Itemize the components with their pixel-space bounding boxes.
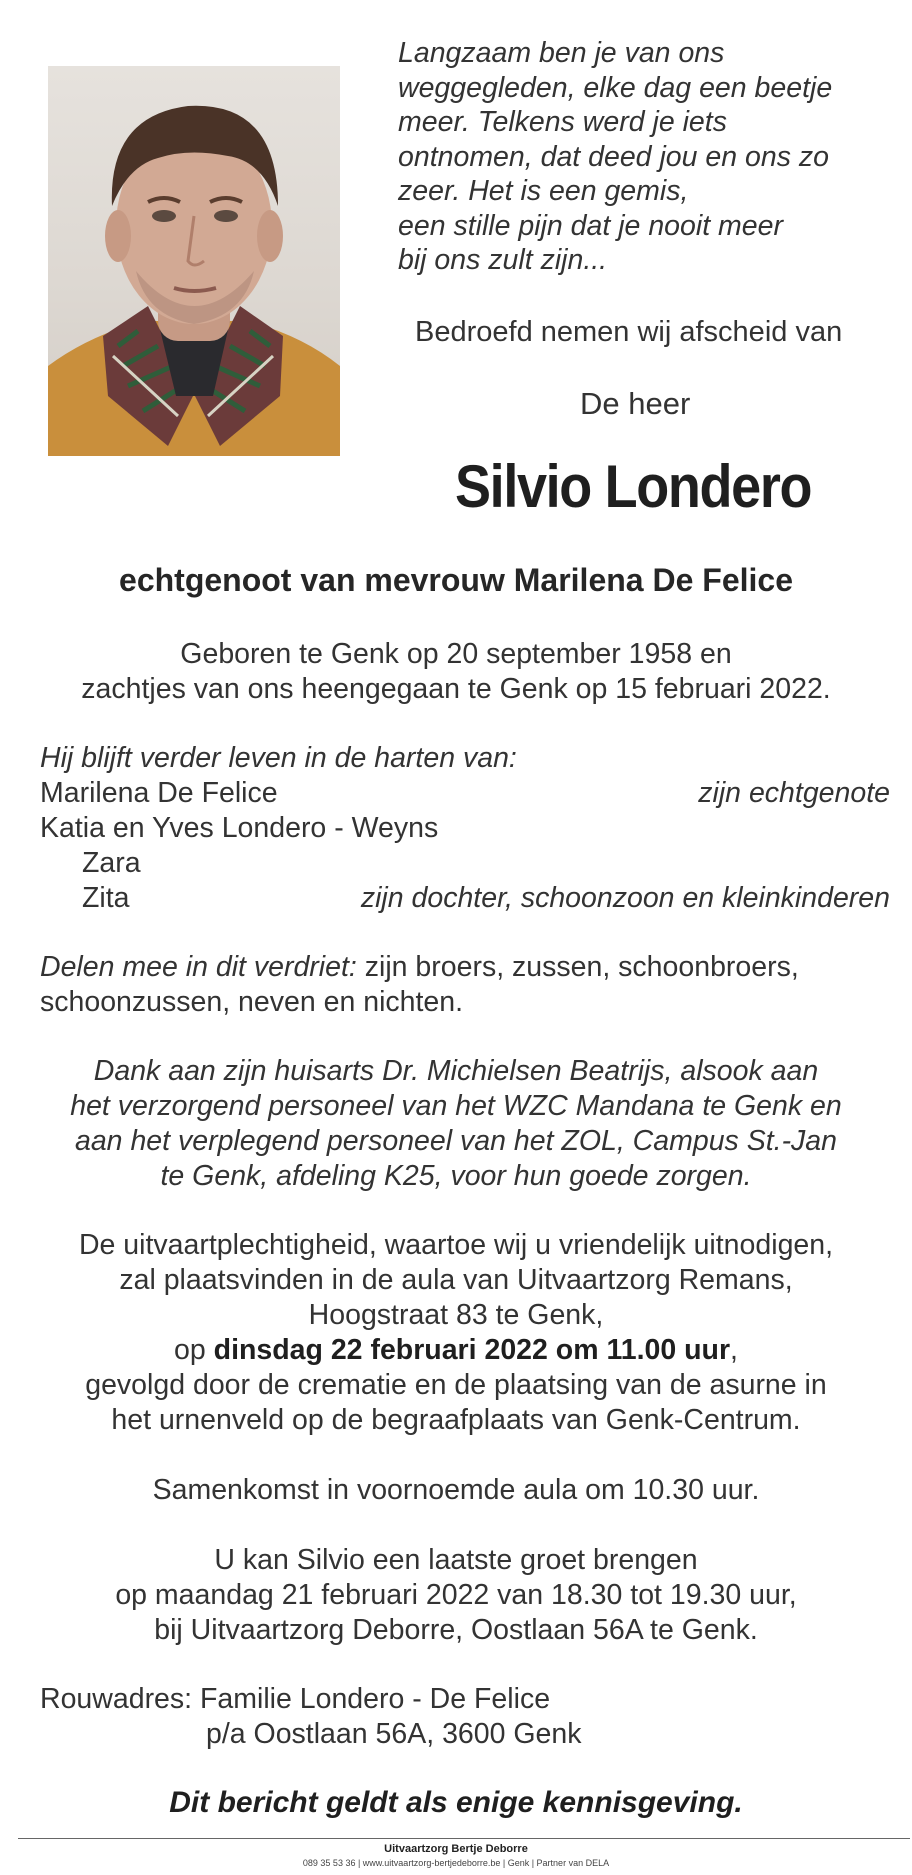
family-relation: zijn echtgenote (698, 777, 890, 809)
footer-divider (18, 1838, 910, 1839)
family-row (40, 776, 890, 811)
family-member: Katia en Yves Londero - Weyns (40, 812, 439, 844)
visit-line: op maandag 21 februari 2022 van 18.30 tot 19.30 uur, (115, 1579, 797, 1611)
funeral-line: zal plaatsvinden in de aula van Uitvaartzorg Remans, (119, 1264, 793, 1296)
thanks-line: het verzorgend personeel van het WZC Mandana te Genk en (70, 1090, 842, 1122)
address-line: p/a Oostlaan 56A, 3600 Genk (206, 1718, 582, 1750)
family-row (40, 846, 890, 881)
funeral-suffix: , (730, 1334, 738, 1366)
poem (398, 36, 898, 278)
thanks-line: Dank aan zijn huisarts Dr. Michielsen Beatrijs, alsook aan (93, 1055, 819, 1087)
visit-line: U kan Silvio een laatste groet brengen (214, 1544, 698, 1576)
family-heading: Hij blijft verder leven in de harten van: (40, 742, 517, 774)
born-line: Geboren te Genk op 20 september 1958 en (180, 638, 732, 670)
funeral-details (0, 1228, 912, 1438)
portrait-illustration (48, 66, 340, 456)
died-line: zachtjes van ons heengegaan te Genk op 15 februari 2022. (81, 673, 831, 705)
thanks-line: te Genk, afdeling K25, voor hun goede zorgen. (160, 1160, 752, 1192)
portrait-photo (48, 66, 340, 456)
deceased-name: Silvio Londero (455, 453, 812, 520)
thanks-paragraph (0, 1054, 912, 1194)
funeral-prefix: op (174, 1334, 214, 1366)
address-line: Rouwadres: Familie Londero - De Felice (40, 1683, 551, 1715)
funeral-datetime: dinsdag 22 februari 2022 om 11.00 uur (213, 1334, 731, 1366)
visit-line: bij Uitvaartzorg Deborre, Oostlaan 56A te Genk. (154, 1614, 758, 1646)
meeting-note: Samenkomst in voornoemde aula om 10.30 uur. (152, 1474, 760, 1506)
sharing-grief (40, 950, 890, 1020)
family-member: Zara (82, 847, 141, 879)
visitation-details (0, 1543, 912, 1648)
funeral-line: De uitvaartplechtigheid, waartoe wij u vriendelijk uitnodigen, (78, 1229, 834, 1261)
honorific: De heer (580, 386, 691, 421)
poem-line: ontnomen, dat deed jou en ons zo (398, 140, 829, 173)
poem-line: Langzaam ben je van ons (398, 37, 725, 69)
funeral-datetime-line (0, 1333, 912, 1368)
funeral-line: het urnenveld op de begraafplaats van Genk-Centrum. (111, 1404, 801, 1436)
footer-contact: 089 35 53 36 | www.uitvaartzorg-bertjedeborre.be | Genk | Partner van DELA (302, 1858, 610, 1868)
poem-line: weggegleden, elke dag een beetje (398, 71, 833, 104)
notice-statement: Dit bericht geldt als enige kennisgeving. (169, 1786, 743, 1819)
poem-line: meer. Telkens werd je iets (398, 106, 727, 138)
funeral-line: Hoogstraat 83 te Genk, (308, 1299, 604, 1331)
thanks-line: aan het verplegend personeel van het ZOL, Campus St.-Jan (74, 1125, 838, 1157)
family-row (40, 881, 890, 916)
family-list (40, 741, 890, 916)
family-member: Zita (82, 882, 130, 914)
funeral-line: gevolgd door de crematie en de plaatsing van de asurne in (85, 1369, 827, 1401)
birth-death-dates (0, 637, 912, 707)
family-row (40, 811, 890, 846)
sharing-label: Delen mee in dit verdriet: (40, 951, 357, 983)
footer-company: Uitvaartzorg Bertje Deborre (384, 1843, 528, 1855)
sharing-text: zijn broers, zussen, schoonbroers, (356, 951, 799, 983)
family-member: Marilena De Felice (40, 777, 278, 809)
poem-line: zeer. Het is een gemis, (398, 175, 689, 207)
intro-text: Bedroefd nemen wij afscheid van (415, 316, 843, 348)
family-relation: zijn dochter, schoonzoon en kleinkinderen (360, 882, 890, 914)
poem-line: bij ons zult zijn... (398, 244, 608, 276)
sharing-text-cont: schoonzussen, neven en nichten. (40, 986, 464, 1018)
poem-line: een stille pijn dat je nooit meer (398, 209, 783, 242)
spouse-line: echtgenoot van mevrouw Marilena De Felice (119, 562, 793, 598)
mourning-address (40, 1682, 582, 1752)
